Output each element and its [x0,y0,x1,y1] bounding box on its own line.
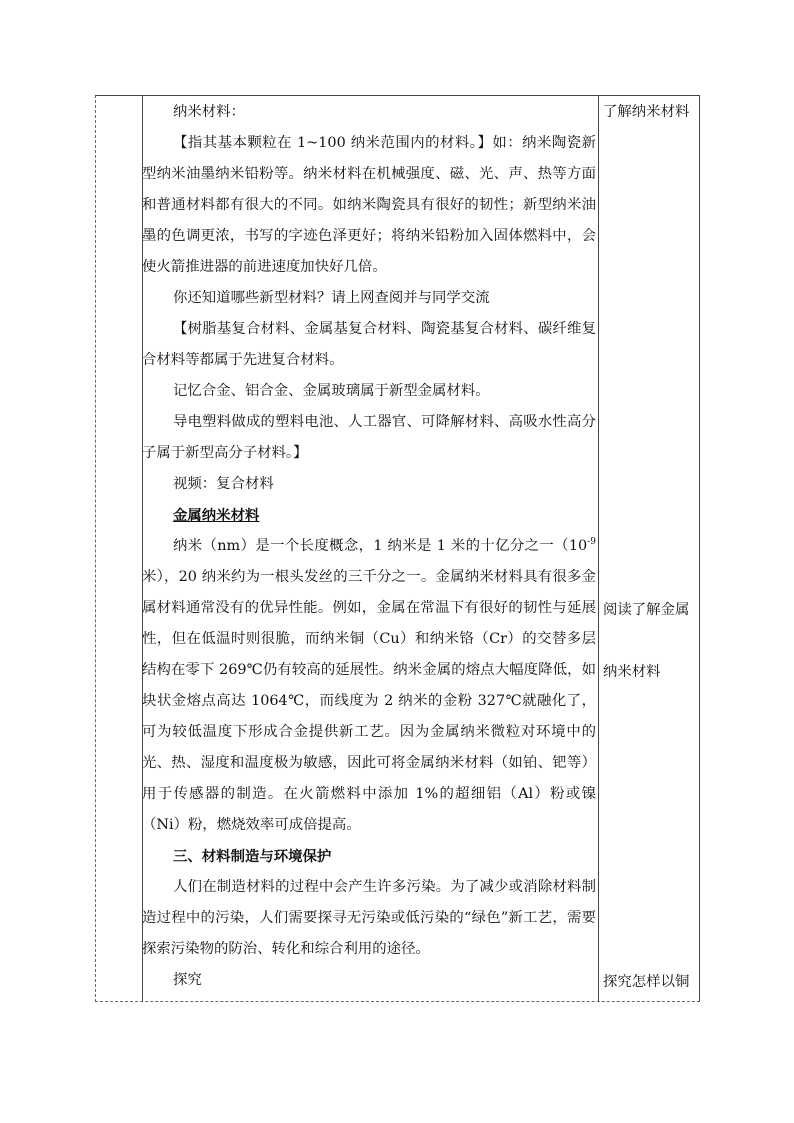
paragraph-polymer-materials: 导电塑料做成的塑料电池、人工器官、可降解材料、高吸水性高分子属于新型高分子材料。】 [142,414,596,461]
table-border-left [95,95,96,1002]
activity-note-3: 探究怎样以铜 [603,974,690,990]
paragraph-nano-definition: 【指其基本颗粒在 1~100 纳米范围内的材料。】如：纳米陶瓷新型纳米油墨纳米铅粉等。纳米材料在机械强度、磁、光、声、热等方面和普通材料都有很大的不同。如纳米陶瓷具有很好的韧性；新型纳米油墨的色调更浓，书写的字迹色泽更好；将纳米铅粉加入固体燃料中，会使火箭推进器的前进速度加快好几倍。 [142,135,596,275]
paragraph-metal-materials: 记忆合金、铝合金、金属玻璃属于新型金属材料。 [173,383,490,399]
paragraph-metal-nano-description [142,531,596,841]
lesson-content-cell [142,95,596,996]
paragraph-video: 视频：复合材料 [173,476,274,492]
document-table [95,95,700,1002]
activity-note-2b: 纳米材料 [603,664,661,680]
exponent-superscript: -9 [587,537,596,547]
activity-note-1: 了解纳米材料 [603,104,690,120]
paragraph-question: 你还知道哪些新型材料？请上网查阅并与同学交流 [173,290,490,306]
table-divider-2 [598,95,599,1002]
paragraph-metal-nano-text-b: 米），20 纳米约为一根头发丝的三千分之一。金属纳米材料具有很多金属材料通常没有的优异性能。例如，金属在常温下有很好的韧性与延展性，但在低温时则很脆，而纳米铜（Cu）和纳米铬（Cr）的交替多层结构在零下 269℃仍有较高的延展性。纳米金属的熔点大幅度降低，如块状金熔点高达 1064℃，而线度为 2 纳米的金粉 327℃就融化了，可为较低温度下形成合金提供新工艺。因为金属纳米微粒对环境中的光、热、湿度和温度极为敏感，因此可将金属纳米材料（如铂、钯等）用于传感器的制造。在火箭燃料中添加 1%的超细铝（Al）粉或镍（Ni）粉，燃烧效率可成倍提高。 [142,569,596,833]
activity-note-2a: 阅读了解金属 [603,602,690,618]
table-border-bottom [95,1001,700,1002]
paragraph-composite-materials: 【树脂基复合材料、金属基复合材料、陶瓷基复合材料、碳纤维复合材料等都属于先进复合材料。 [142,321,596,368]
heading-nano-materials: 纳米材料： [173,104,245,120]
heading-section-three: 三、材料制造与环境保护 [173,848,332,865]
heading-metal-nano-materials: 金属纳米材料 [173,507,260,524]
paragraph-explore: 探究 [173,972,202,988]
table-border-right [699,95,700,1002]
paragraph-metal-nano-text-a: 纳米（nm）是一个长度概念，1 纳米是 1 米的十亿分之一（10 [173,538,588,554]
paragraph-environment: 人们在制造材料的过程中会产生许多污染。为了减少或消除材料制造过程中的污染，人们需要探寻无污染或低污染的“绿色”新工艺，需要探索污染物的防治、转化和综合利用的途径。 [142,879,596,957]
